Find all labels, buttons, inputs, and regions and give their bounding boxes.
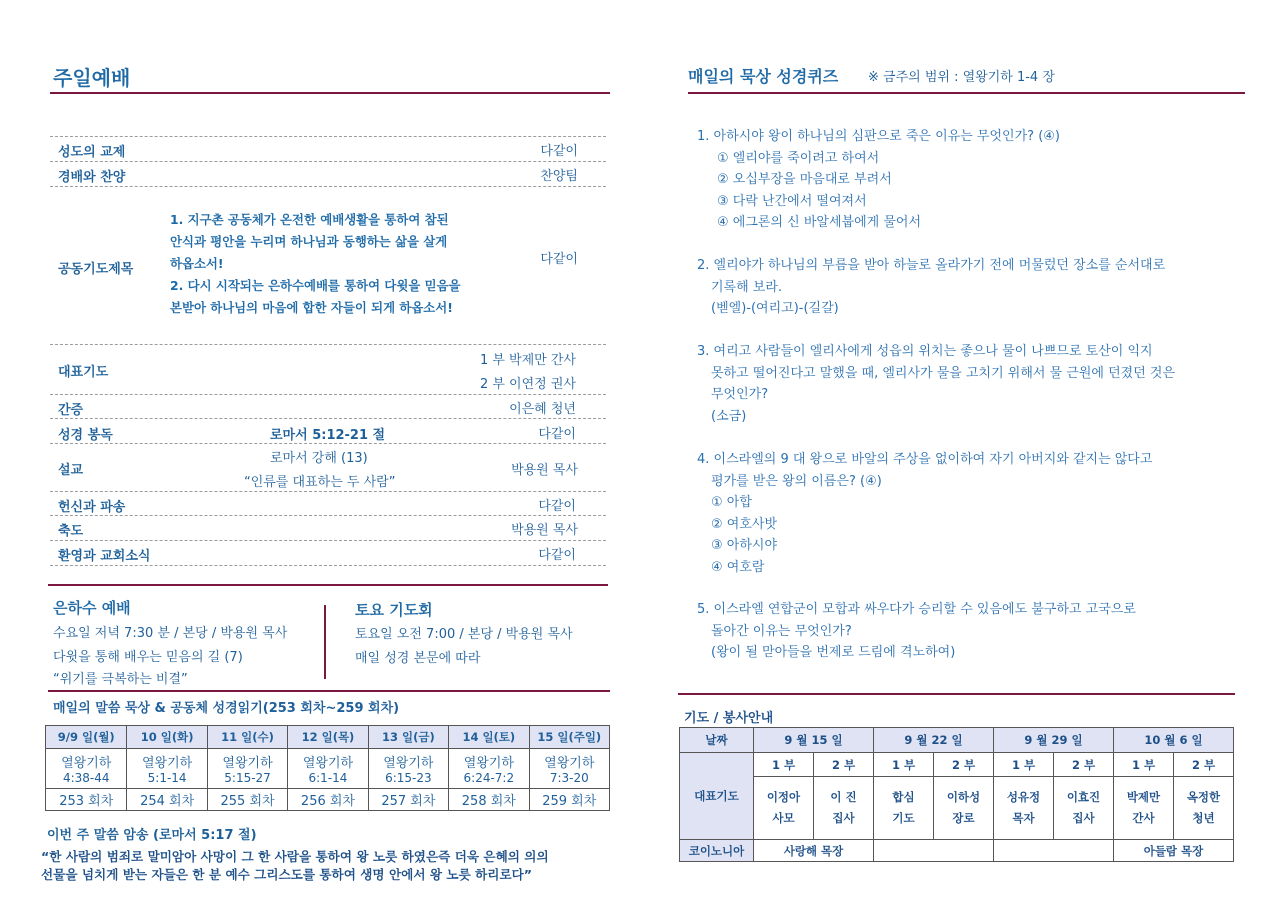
day-cell: 14 일(토) (449, 726, 529, 749)
divider (50, 540, 606, 541)
prayer-topic-label: 공동기도제목 (58, 262, 134, 277)
vertical-divider (324, 605, 326, 679)
date-cell: 9 월 15 일 (754, 728, 874, 753)
day-cell: 13 일(금) (368, 726, 448, 749)
part-cell: 1 부 (1114, 753, 1174, 777)
sermon-title: “인류를 대표하는 두 사람” (244, 475, 396, 490)
welcome-value: 다같이 (538, 548, 576, 563)
memory-verse-title: 이번 주 말씀 암송 (로마서 5:17 절) (47, 828, 257, 843)
welcome-label: 환영과 교회소식 (58, 549, 151, 564)
divider (50, 394, 606, 395)
date-cell: 9 월 22 일 (874, 728, 994, 753)
round-cell: 253 회차 (46, 789, 127, 811)
round-cell: 256 회차 (288, 789, 368, 811)
daily-reading-table (45, 725, 610, 811)
part-cell: 2 부 (1174, 753, 1234, 777)
rep-cell: 이 진 집사 (814, 777, 874, 840)
order-label-fellowship: 성도의 교제 (58, 145, 126, 160)
testimony-label: 간증 (58, 403, 84, 418)
passage-cell: 열왕기하 5:15-27 (207, 749, 287, 789)
divider (50, 161, 606, 162)
section-rule (678, 693, 1235, 695)
rep-prayer-label: 대표기도 (58, 365, 109, 380)
rep-cell: 이정아 사모 (754, 777, 814, 840)
part-cell: 2 부 (814, 753, 874, 777)
divider (50, 515, 606, 516)
day-cell: 11 일(수) (207, 726, 287, 749)
divider (50, 443, 606, 444)
reading-label: 성경 봉독 (58, 428, 113, 443)
koinonia-cell (874, 840, 994, 862)
rep-cell: 옥정한 청년 (1174, 777, 1234, 840)
testimony-value: 이은혜 청년 (509, 402, 576, 417)
round-cell: 258 회차 (449, 789, 529, 811)
quiz-question-5: 5. 이스라엘 연합군이 모합과 싸우다가 승리할 수 있음에도 불구하고 고국으로 돌아간 이유는 무엇인가? (왕이 될 맏아들을 번제로 드림에 격노하여) (697, 602, 1136, 660)
prayer-topic-value: 다같이 (540, 252, 578, 267)
date-header: 날짜 (680, 728, 754, 753)
part-cell: 2 부 (1054, 753, 1114, 777)
offering-value: 다같이 (538, 499, 576, 514)
section-rule (48, 690, 610, 692)
daily-reading-title: 매일의 말씀 묵상 & 공동체 성경읽기(253 회차~259 회차) (53, 701, 400, 716)
round-cell: 259 회차 (529, 789, 609, 811)
sermon-label: 설교 (58, 463, 84, 478)
passage-cell: 열왕기하 6:1-14 (288, 749, 368, 789)
benediction-value: 박용원 목사 (511, 523, 578, 538)
divider (50, 565, 606, 566)
rep-prayer-part1: 1 부 박제만 간사 (479, 353, 576, 368)
galaxy-series: 다윗을 통해 배우는 믿음의 길 (7) (53, 650, 243, 665)
rep-prayer-header: 대표기도 (680, 753, 754, 840)
koinonia-cell: 사랑해 목장 (754, 840, 874, 862)
galaxy-title: 은하수 예배 (53, 599, 131, 617)
day-cell: 15 일(주일) (529, 726, 609, 749)
prayer-topic-text: 1. 지구촌 공동체가 온전한 예배생활을 통하여 참된 안식과 평안을 누리며 하나님과 동행하는 삶을 살게 하옵소서! 2. 다시 시작되는 은하수예배를 통하여 다윗을 믿음을 본받아 하나님의 마음에 합한 자들이 되게 하옵소서! (170, 212, 461, 315)
date-cell: 9 월 29 일 (994, 728, 1114, 753)
service-title: 기도 / 봉사안내 (684, 711, 774, 726)
passage-cell: 열왕기하 7:3-20 (529, 749, 609, 789)
passage-cell: 열왕기하 4:38-44 (46, 749, 127, 789)
section-rule (48, 584, 608, 586)
saturday-time: 토요일 오전 7:00 / 본당 / 박용원 목사 (355, 627, 573, 642)
sermon-preacher: 박용원 목사 (511, 463, 578, 478)
round-cell: 257 회차 (368, 789, 448, 811)
quiz-title: 매일의 묵상 성경퀴즈 (688, 67, 839, 86)
order-label-praise: 경배와 찬양 (58, 170, 126, 185)
reading-value: 다같이 (538, 427, 576, 442)
koinonia-header: 코이노니아 (680, 840, 754, 862)
benediction-label: 축도 (58, 524, 84, 539)
worship-title: 주일예배 (53, 66, 131, 90)
divider (50, 344, 606, 345)
reading-passage: 로마서 5:12-21 절 (270, 428, 386, 443)
rep-cell: 이효진 집사 (1054, 777, 1114, 840)
offering-label: 헌신과 파송 (58, 500, 126, 515)
galaxy-subtitle: “위기를 극복하는 비결” (53, 672, 188, 687)
passage-cell: 열왕기하 5:1-14 (127, 749, 207, 789)
rep-prayer-part2: 2 부 이연정 권사 (479, 377, 576, 392)
rep-cell: 이하성 장로 (934, 777, 994, 840)
part-cell: 1 부 (754, 753, 814, 777)
round-cell: 254 회차 (127, 789, 207, 811)
rep-cell: 합심 기도 (874, 777, 934, 840)
divider (50, 136, 606, 137)
saturday-note: 매일 성경 본문에 따라 (355, 651, 481, 666)
galaxy-time: 수요일 저녁 7:30 분 / 본당 / 박용원 목사 (53, 626, 288, 641)
memory-verse-text: “한 사람의 범죄로 말미암아 사망이 그 한 사람을 통하여 왕 노릇 하였은즉 더욱 은혜의 의의 선물을 넘치게 받는 자들은 한 분 예수 그리스도를 통하여 생명 안에서 왕 노릇 하리로다” (41, 849, 549, 882)
day-cell: 10 일(화) (127, 726, 207, 749)
round-cell: 255 회차 (207, 789, 287, 811)
saturday-title: 토요 기도회 (355, 601, 433, 619)
part-cell: 2 부 (934, 753, 994, 777)
service-table (679, 727, 1234, 862)
rep-cell: 성유정 목자 (994, 777, 1054, 840)
divider (50, 491, 606, 492)
quiz-question-4: 4. 이스라엘의 9 대 왕으로 바알의 주상을 없이하여 자기 아버지와 같지는 않다고 평가를 받은 왕의 이름은? (④) ① 아합 ② 여호사밧 ③ 아하시야 ④ 여호람 (697, 452, 1153, 575)
quiz-question-2: 2. 엘리야가 하나님의 부름을 받아 하늘로 올라가기 전에 머물렀던 장소를 순서대로 기록해 보라. (벧엘)-(여리고)-(길갈) (697, 258, 1166, 316)
date-cell: 10 월 6 일 (1114, 728, 1234, 753)
part-cell: 1 부 (874, 753, 934, 777)
quiz-question-3: 3. 여리고 사람들이 엘리사에게 성읍의 위치는 좋으나 물이 나쁘므로 토산이 익지 못하고 떨어진다고 말했을 때, 엘리사가 물을 고치기 위해서 물 근원에 던졌던 것은 무엇인가? (소금) (697, 344, 1176, 424)
divider (50, 186, 606, 187)
order-value-praise: 찬양팀 (540, 169, 578, 184)
rep-cell: 박제만 간사 (1114, 777, 1174, 840)
koinonia-cell (994, 840, 1114, 862)
sermon-series: 로마서 강해 (13) (270, 451, 368, 466)
passage-cell: 열왕기하 6:15-23 (368, 749, 448, 789)
passage-cell: 열왕기하 6:24-7:2 (449, 749, 529, 789)
day-cell: 9/9 일(월) (46, 726, 127, 749)
quiz-question-1: 1. 아하시야 왕이 하나님의 심판으로 죽은 이유는 무엇인가? (④) ① 엘리야를 죽이려고 하여서 ② 오십부장을 마음대로 부려서 ③ 다락 난간에서 떨여져서 ④ 에그론의 신 바알세붑에게 물어서 (697, 129, 1060, 230)
title-rule (50, 92, 610, 94)
order-value-fellowship: 다같이 (540, 144, 578, 159)
koinonia-cell: 아들람 목장 (1114, 840, 1234, 862)
quiz-scope: ※ 금주의 범위 : 열왕기하 1-4 장 (868, 70, 1055, 85)
day-cell: 12 일(목) (288, 726, 368, 749)
part-cell: 1 부 (994, 753, 1054, 777)
divider (50, 418, 606, 419)
title-rule (688, 92, 1245, 94)
